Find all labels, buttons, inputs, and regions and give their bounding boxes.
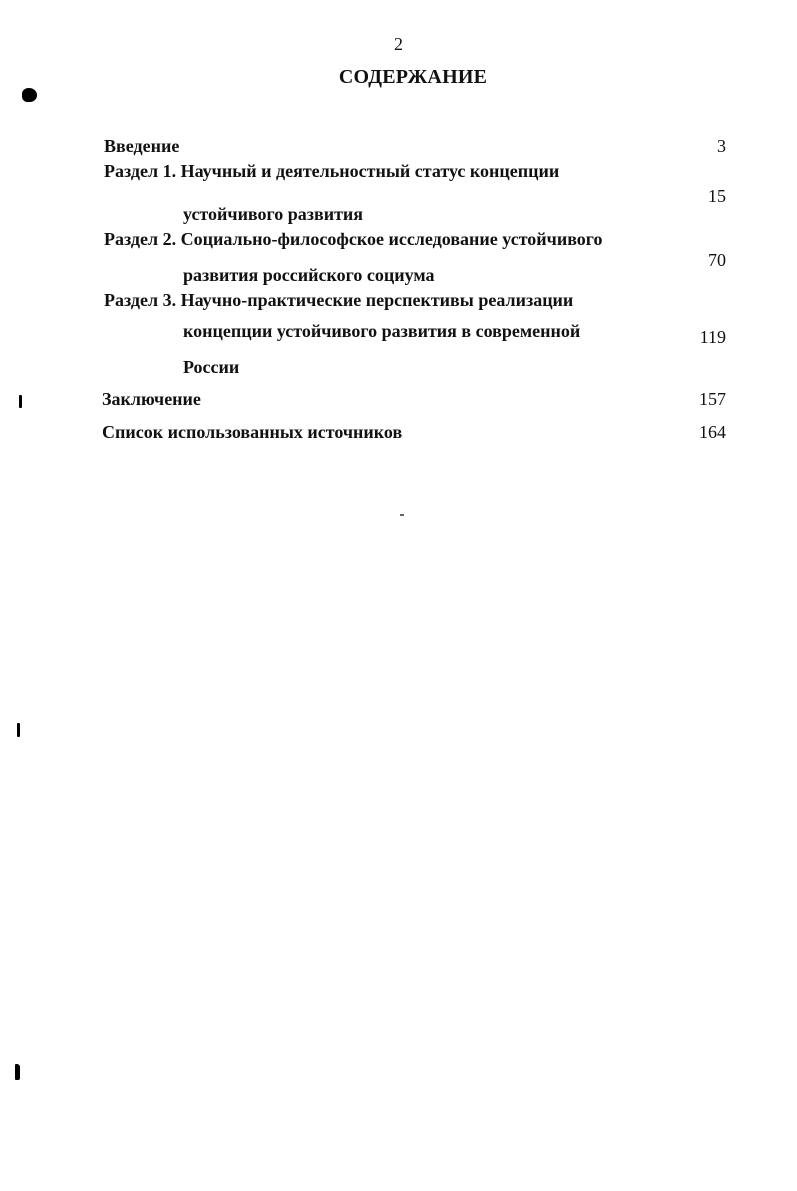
toc-page-references: 164 [699, 422, 726, 442]
scan-binding-mark [15, 1064, 20, 1080]
toc-entry-section-1-cont: устойчивого развития [183, 204, 364, 224]
scan-blot-mark [22, 88, 37, 102]
toc-entry-section-2-cont: развития российского социума [183, 265, 435, 285]
scan-binding-mark [19, 395, 22, 408]
toc-entry-section-1: Раздел 1. Научный и деятельностный статус концепции [104, 161, 560, 181]
toc-entry-section-3: Раздел 3. Научно-практические перспективы реализации [104, 290, 574, 310]
toc-page-introduction: 3 [717, 136, 726, 156]
page-number: 2 [394, 34, 403, 54]
toc-entry-conclusion: Заключение [102, 389, 201, 409]
toc-entry-introduction: Введение [104, 136, 180, 156]
toc-entry-section-3-cont: концепции устойчивого развития в современной [183, 321, 581, 341]
toc-page-section-2: 70 [708, 250, 726, 270]
toc-entry-section-2: Раздел 2. Социально-философское исследование устойчивого [104, 229, 603, 249]
toc-entry-section-3-cont2: России [183, 357, 240, 377]
scan-speck-mark [400, 514, 404, 516]
toc-page-conclusion: 157 [699, 389, 726, 409]
toc-page-section-1: 15 [708, 186, 726, 206]
toc-entry-references: Список использованных источников [102, 422, 403, 442]
toc-page-section-3: 119 [699, 327, 726, 347]
page-title: СОДЕРЖАНИЕ [338, 66, 488, 88]
scan-binding-mark [17, 723, 20, 737]
